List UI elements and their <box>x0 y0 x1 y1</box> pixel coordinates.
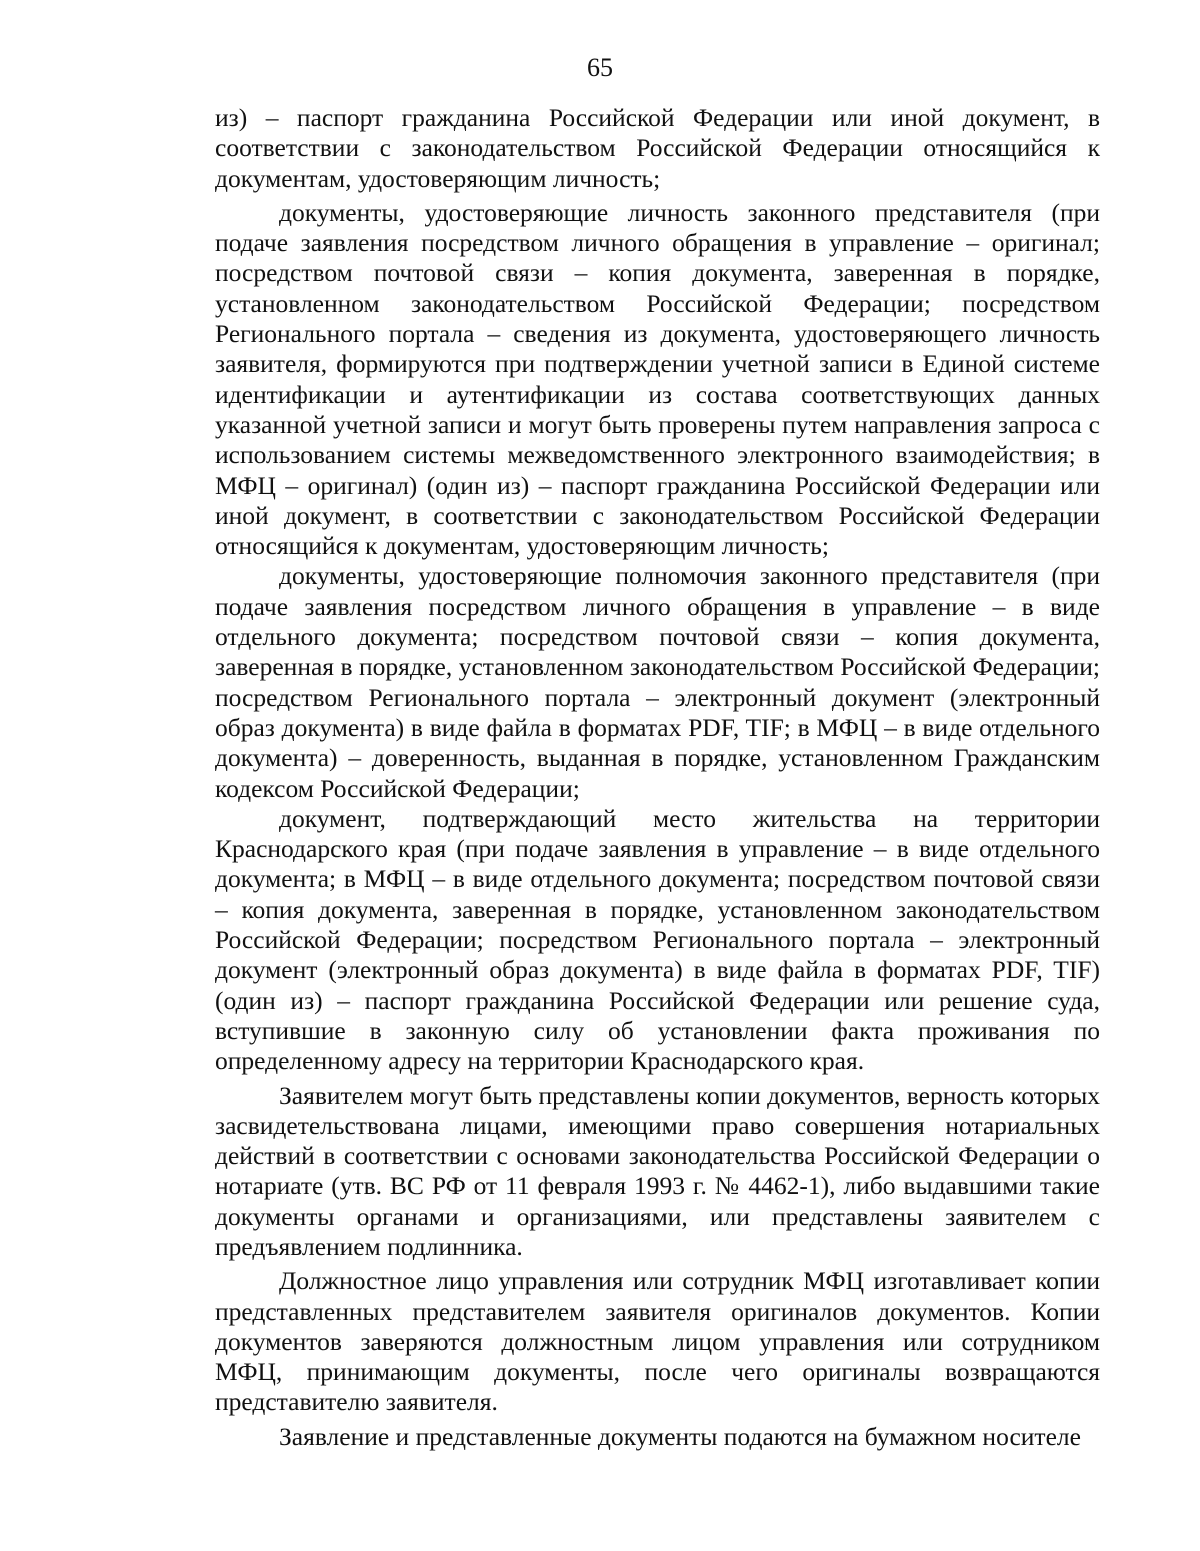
paragraph-representative-authority: документы, удостоверяющие полномочия законного представителя (при подаче заявления посредством личного обращения в управление – в виде отдельного документа; посредством почтовой связи – копия документа, заверенная в порядке, установленном законодательством Российской Федерации; посредством Регионального портала – электронный документ (электронный образ документа) в виде файла в форматах PDF, TIF; в МФЦ – в виде отдельного документа) – доверенность, выданная в порядке, установленном Гражданским кодексом Российской Федерации; <box>215 561 1100 803</box>
document-body <box>215 103 1100 1452</box>
paragraph-residence-proof: документ, подтверждающий место жительства на территории Краснодарского края (при подаче заявления в управление – в виде отдельного документа; в МФЦ – в виде отдельного документа; посредством почтовой связи – копия документа, заверенная в порядке, установленном законодательством Российской Федерации; посредством Регионального портала – электронный документ (электронный образ документа) в виде файла в форматах PDF, TIF) (один из) – паспорт гражданина Российской Федерации или решение суда, вступившие в законную силу об установлении факта проживания по определенному адресу на территории Краснодарского края. <box>215 803 1100 1076</box>
paragraph-representative-identity: документы, удостоверяющие личность законного представителя (при подаче заявления посредством личного обращения в управление – оригинал; посредством почтовой связи – копия документа, заверенная в порядке, установленном законодательством Российской Федерации; посредством Регионального портала – сведения из документа, удостоверяющего личность заявителя, формируются при подтверждении учетной записи в Единой системе идентификации и аутентификации из состава соответствующих данных указанной учетной записи и могут быть проверены путем направления запроса с использованием системы межведомственного электронного взаимодействия; в МФЦ – оригинал) (один из) – паспорт гражданина Российской Федерации или иной документ, в соответствии с законодательством Российской Федерации относящийся к документам, удостоверяющим личность; <box>215 197 1100 561</box>
paragraph-paper-submission: Заявление и представленные документы подаются на бумажном носителе <box>279 1421 1081 1451</box>
paragraph-passport-continuation: из) – паспорт гражданина Российской Федерации или иной документ, в соответствии с законодательством Российской Федерации относящийся к документам, удостоверяющим личность; <box>215 103 1100 193</box>
paragraph-copy-making: Должностное лицо управления или сотрудник МФЦ изготавливает копии представленных представителем заявителя оригиналов документов. Копии документов заверяются должностным лицом управления или сотрудником МФЦ, принимающим документы, после чего оригиналы возвращаются представителю заявителя. <box>215 1266 1100 1417</box>
page-number: 65 <box>587 53 613 82</box>
paragraph-certified-copies: Заявителем могут быть представлены копии документов, верность которых засвидетельствована лицами, имеющими право совершения нотариальных действий в соответствии с основами законодательства Российской Федерации о нотариате (утв. ВС РФ от 11 февраля 1993 г. № 4462-1), либо выдавшими такие документы органами и организациями, или представлены заявителем с предъявлением подлинника. <box>215 1080 1100 1261</box>
